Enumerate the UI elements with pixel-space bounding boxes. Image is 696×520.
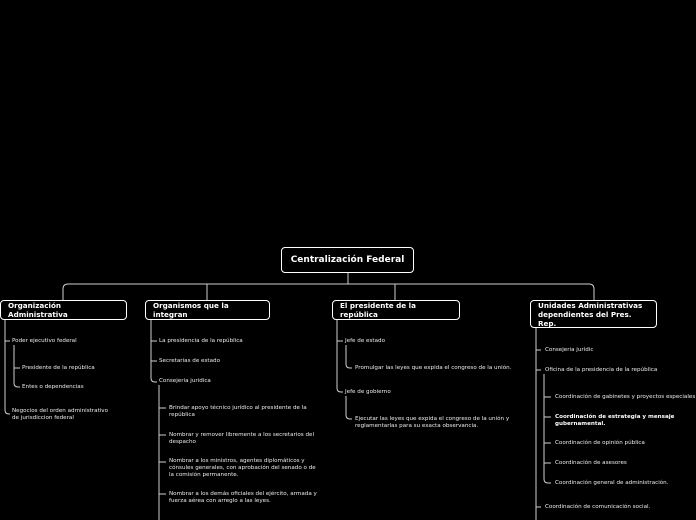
branch-title: El presidente de la república — [340, 301, 416, 319]
node-nombrar-ministros[interactable]: Nombrar a los ministros, agentes diplomáticos y cónsules generales, con aprobación del senado o de la comisión permanente. — [169, 458, 316, 478]
node-jefe-estado[interactable]: Jefe de estado — [345, 338, 386, 344]
root-label: Centralización Federal — [290, 255, 405, 265]
node-coord-gabinetes[interactable]: Coordinación de gabinetes y proyectos especiales — [555, 394, 696, 400]
branch-organizacion-administrativa[interactable] — [0, 300, 127, 320]
node-promulgar[interactable]: Promulgar las leyes que expida el congreso de la unión. — [355, 365, 512, 371]
node-oficina-presidencia[interactable]: Oficina de la presidencia de la república — [545, 367, 658, 373]
branch-presidente[interactable] — [332, 300, 460, 320]
node-coord-comunicacion[interactable]: Coordinación de comunicación social. — [545, 504, 651, 510]
branch-title: Organismos que la integran — [153, 301, 229, 319]
node-poder-ejecutivo[interactable]: Poder ejecutivo federal — [12, 338, 77, 344]
node-entes[interactable]: Entes o dependencias — [22, 384, 84, 390]
branch-title: Organización Administrativa — [8, 301, 68, 319]
node-nombrar-oficiales[interactable]: Nombrar a los demás oficiales del ejército, armada y fuerza aérea con arreglo a las leyes. — [169, 491, 317, 504]
branch-unidades[interactable] — [530, 300, 657, 328]
branch-organismos[interactable] — [145, 300, 270, 320]
node-negocios[interactable]: Negocios del orden administrativo de jurisdiccion federal — [12, 408, 109, 421]
root-node[interactable] — [281, 247, 414, 273]
branch-title: Unidades Administrativas dependientes del Pres. Rep. — [538, 300, 643, 328]
node-consejeria[interactable]: Consejeria juridica — [159, 378, 211, 384]
node-coord-administracion[interactable]: Coordinación general de administración. — [555, 480, 669, 486]
node-nombrar-remover[interactable]: Nombrar y remover libremente a los secretarios del despacho — [169, 432, 315, 445]
node-coord-estrategia[interactable]: Coordinación de estrategia y mensaje gubernamental. — [555, 414, 675, 427]
node-ejecutar[interactable]: Ejecutar las leyes que expida el congreso de la unión y reglamentarlas para su exacta observancia. — [355, 416, 510, 429]
node-coord-opinion[interactable]: Coordinación de opinión pública — [555, 440, 645, 446]
node-brindar-apoyo[interactable]: Brindar apoyo técnico jurídico al presidente de la república — [169, 405, 307, 418]
node-consejeria-juridic[interactable]: Consejeria jurídic — [545, 347, 594, 353]
node-presidencia[interactable]: La presidencia de la república — [159, 338, 243, 344]
node-jefe-gobierno[interactable]: Jefe de gobierno — [345, 389, 391, 395]
node-presidente[interactable]: Presidente de la república — [22, 365, 95, 371]
node-secretarias[interactable]: Secretarias de estado — [159, 358, 221, 364]
node-coord-asesores[interactable]: Coordinación de asesores — [555, 460, 627, 466]
